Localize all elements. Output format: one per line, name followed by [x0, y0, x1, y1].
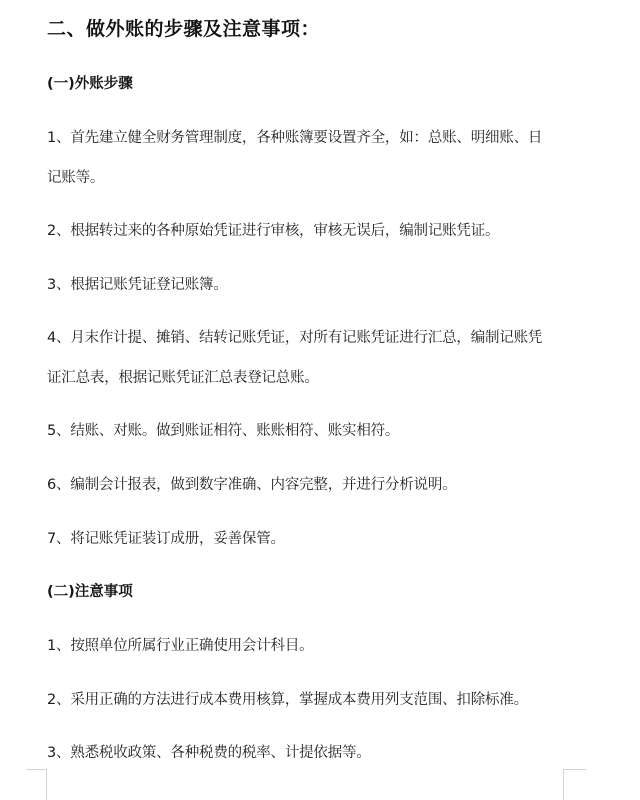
- step-4-line-2: 证汇总表，根据记账凭证汇总表登记总账。: [47, 370, 319, 386]
- step-1-line-2: 记账等。: [47, 170, 105, 186]
- section-heading-steps: (一)外账步骤: [47, 76, 133, 92]
- step-1-line-1: 1、首先建立健全财务管理制度，各种账簿要设置齐全，如：总账、明细账、日: [47, 130, 543, 146]
- step-5: 5、结账、对账。做到账证相符、账账相符、账实相符。: [47, 423, 400, 439]
- step-4-line-1: 4、月末作计提、摊销、结转记账凭证，对所有记账凭证进行汇总，编制记账凭: [47, 330, 543, 346]
- page-margin-corner-right: [563, 769, 586, 800]
- note-3: 3、熟悉税收政策、各种税费的税率、计提依据等。: [47, 745, 371, 761]
- document-title: 二、做外账的步骤及注意事项：: [47, 18, 321, 40]
- step-2: 2、根据转过来的各种原始凭证进行审核，审核无误后，编制记账凭证。: [47, 223, 500, 239]
- note-1: 1、按照单位所属行业正确使用会计科目。: [47, 638, 314, 654]
- step-6: 6、编制会计报表，做到数字准确、内容完整，并进行分析说明。: [47, 477, 457, 493]
- step-7: 7、将记账凭证装订成册，妥善保管。: [47, 531, 285, 547]
- note-2: 2、采用正确的方法进行成本费用核算，掌握成本费用列支范围、扣除标准。: [47, 692, 528, 708]
- section-heading-notes: (二)注意事项: [47, 584, 133, 600]
- step-3: 3、根据记账凭证登记账簿。: [47, 277, 228, 293]
- page-margin-corner-left: [26, 769, 47, 800]
